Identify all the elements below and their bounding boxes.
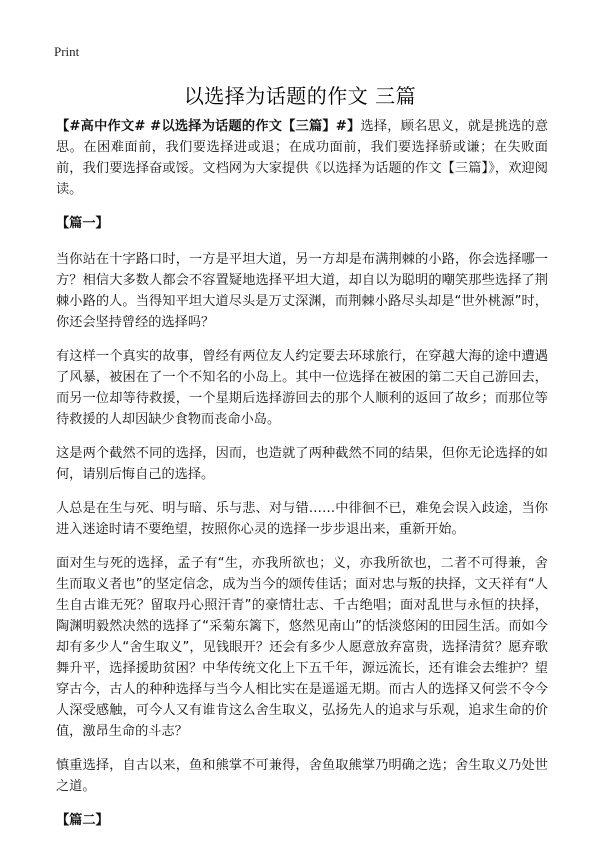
- section-1-paragraph-6: 慎重选择，自古以来，鱼和熊掌不可兼得，舍鱼取熊掌乃明确之选；舍生取义乃处世之道。: [56, 758, 548, 794]
- section-1-paragraph-1: 当你站在十字路口时，一方是平坦大道，另一方却是布满荆棘的小路，你会选择哪一方？相信大多数人都会不容置疑地选择平坦大道，却自以为聪明的嘲笑那些选择了荆棘小路的人。当得知平坦大道尽头是万丈深渊，而荆棘小路尽头却是“世外桃源”时，你还会坚持曾经的选择吗？: [56, 252, 548, 330]
- intro-lead: 【#高中作文# #以选择为话题的作文【三篇】#】: [56, 119, 361, 134]
- section-heading-1: 【篇一】: [56, 216, 109, 231]
- article-body: [56, 116, 548, 846]
- page-title: 以选择为话题的作文 三篇: [183, 84, 417, 108]
- section-1-paragraph-4: 人总是在生与死、明与暗、乐与悲、对与错……中徘徊不已，难免会误入歧途，当你进入迷途时请不要绝望，按照你心灵的选择一步步退出来，重新开始。: [56, 501, 548, 537]
- section-heading-2: 【篇二】: [56, 813, 109, 828]
- section-1-paragraph-2: 有这样一个真实的故事，曾经有两位友人约定要去环球旅行，在穿越大海的途中遭遇了风暴，被困在了一个不知名的小岛上。其中一位选择在被困的第二天自己游回去，而另一位却等待救援，一个星期后选择游回去的那个人顺利的返回了故乡；而那位等待救援的人却因缺少食物而丧命小岛。: [56, 349, 548, 427]
- print-label: Print: [54, 44, 80, 59]
- section-1-paragraph-3: 这是两个截然不同的选择，因而，也造就了两种截然不同的结果，但你无论选择的如何，请别后悔自己的选择。: [56, 446, 548, 482]
- section-1-paragraph-5: 面对生与死的选择，孟子有“生，亦我所欲也；义，亦我所欲也，二者不可得兼，舍生而取义者也”的坚定信念，成为当今的颂传佳话；面对忠与叛的抉择，文天祥有“人生自古谁无死？留取丹心照汗青”的豪情壮志、千古绝唱；面对乱世与永恒的抉择，陶渊明毅然决然的选择了“采菊东篱下，悠然见南山”的恬淡悠闲的田园生活。而如今却有多少人“舍生取义”，见钱眼开？还会有多少人愿意放弃富贵，选择清贫？愿弃歌舞升平，选择援助贫困？中华传统文化上下五千年，源远流长，还有谁会去维护？望穿古今，古人的种种选择与当今人相比实在是遥遥无期。而古人的选择又何尝不令今人深受感触，可今人又有谁肯这么舍生取义，弘扬先人的追求与乐观，追求生命的价值，激昂生命的斗志？: [56, 556, 548, 739]
- intro-text: 选择，顾名思义，就是挑选的意思。在困难面前，我们要选择进或退；在成功面前，我们要选择骄或谦；在失败面前，我们要选择奋或馁。文档网为大家提供《以选择为话题的作文【三篇】》，欢迎阅读。: [56, 119, 549, 197]
- intro-paragraph: [56, 116, 548, 200]
